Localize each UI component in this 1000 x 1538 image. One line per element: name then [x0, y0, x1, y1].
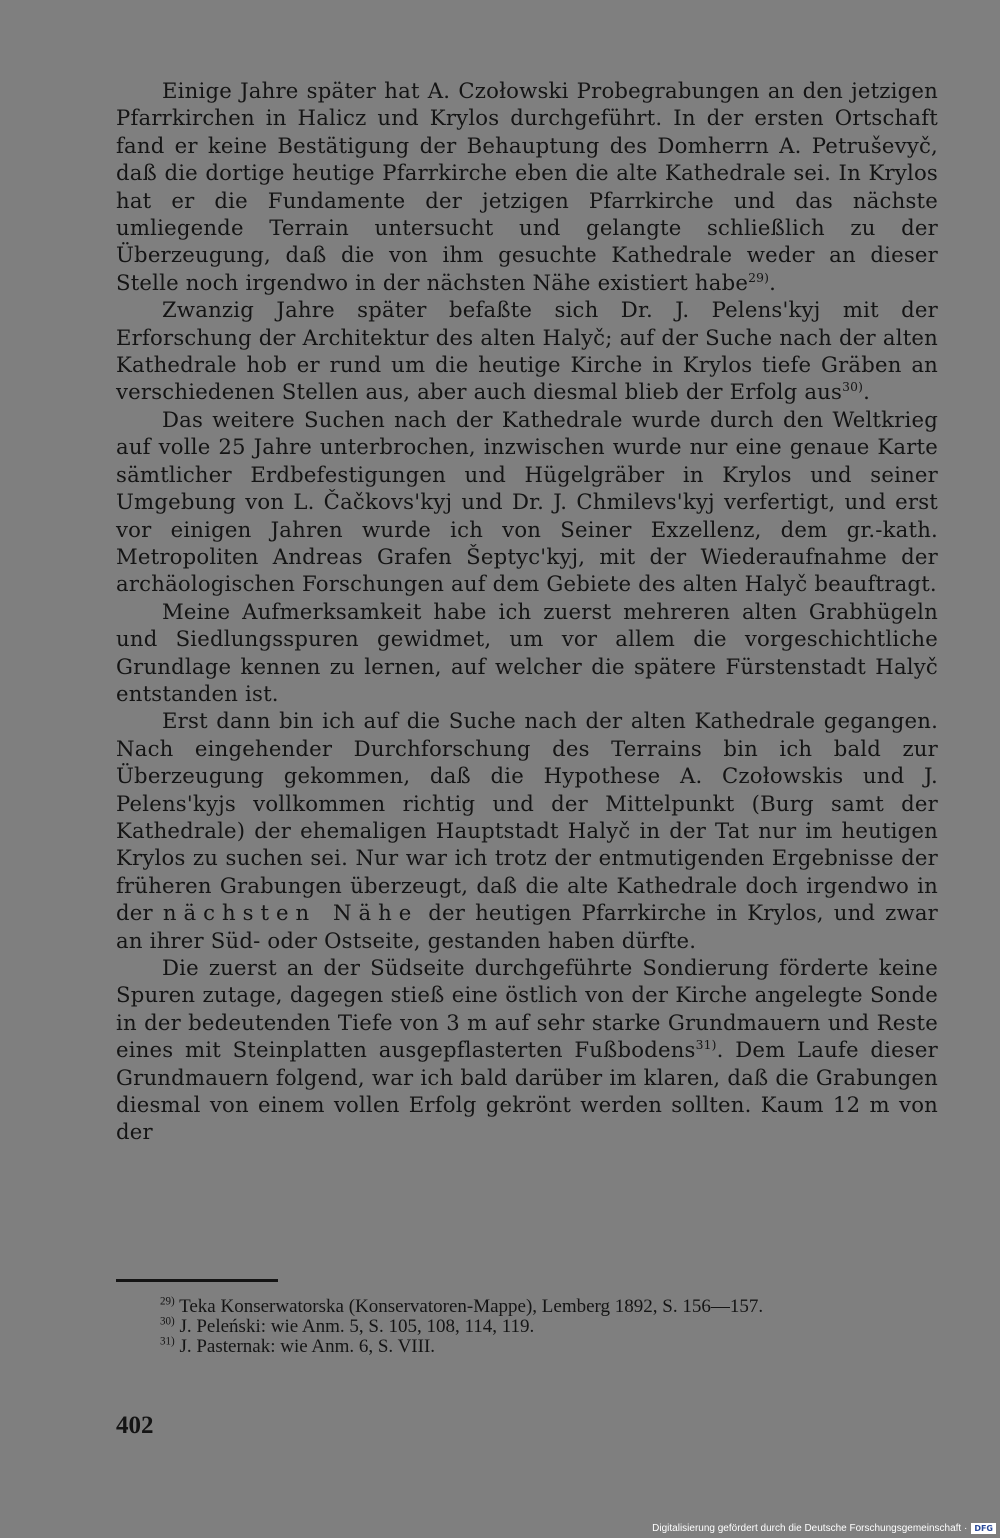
paragraph-end: . — [769, 269, 777, 295]
footnote-text: J. Pasternak: wie Anm. 6, S. VIII. — [174, 1336, 436, 1357]
footnote-reference[interactable]: 30) — [842, 380, 864, 395]
paragraph-text: Das weitere Suchen nach der Kathedrale wurde durch den Weltkrieg auf volle 25 Jahre unterbrochen, inzwischen wurde nur eine genaue Karte sämtlicher Erdbefestigungen und Hügelgräber in Krylos und seiner Umgebung von L. Čačkovs'kyj und Dr. J. Chmilevs'kyj verfertigt, und erst vor einigen Jahren wurde ich von Seiner Exzellenz, dem gr.-kath. Metropoliten Andreas Grafen Šeptyc'kyj, mit der Wiederaufnahme der archäologischen Forschungen auf dem Gebiete des alten Halyč beauftragt. — [116, 406, 938, 597]
footnote-separator — [116, 1279, 278, 1282]
digitization-credit — [652, 1523, 996, 1534]
paragraph-3 — [116, 406, 938, 598]
paragraph-text: Die zuerst an der Südseite durchgeführte Sondierung förderte keine Spuren zutage, dagegen stieß eine östlich von der Kirche angelegte Sonde in der bedeutenden Tiefe von 3 m auf sehr starke Grundmauern und Reste eines mit Steinplatten ausgepflasterten Fußbodens — [116, 955, 938, 1063]
paragraph-4 — [116, 598, 938, 708]
paragraph-end: . — [863, 379, 871, 405]
footnote-mark: 29) — [160, 1295, 175, 1308]
footnotes — [116, 1297, 938, 1357]
footnote-30 — [116, 1317, 938, 1337]
footnote-31 — [116, 1337, 938, 1357]
paragraph-text: Meine Aufmerksamkeit habe ich zuerst mehreren alten Grabhügeln und Siedlungsspuren gewidmet, um vor allem die vorgeschichtliche Grundlage kennen zu lernen, auf welcher die spätere Fürstenstadt Halyč entstanden ist. — [116, 598, 938, 706]
paragraph-2 — [116, 296, 938, 406]
footnote-reference[interactable]: 31) — [695, 1038, 717, 1053]
paragraph-6 — [116, 954, 938, 1146]
footnote-29 — [116, 1297, 938, 1317]
footnote-text: Teka Konserwatorska (Konservatoren-Mappe), Lemberg 1892, S. 156—157. — [174, 1296, 764, 1317]
paragraph-1 — [116, 77, 938, 296]
main-text — [116, 77, 938, 1146]
footnote-text: J. Peleński: wie Anm. 5, S. 105, 108, 114, 119. — [174, 1316, 535, 1337]
paragraph-text: Einige Jahre später hat A. Czołowski Probegrabungen an den jetzigen Pfarrkirchen in Halicz und Krylos durchgeführt. In der ersten Ortschaft fand er keine Bestätigung der Behauptung des Domherrn A. Petruševyč, daß die dortige heutige Pfarrkirche eben die alte Kathedrale sei. In Krylos hat er die Fundamente der jetzigen Pfarrkirche und das nächste umliegende Terrain untersucht und gelangte schließlich zu der Überzeugung, daß die von ihm gesuchte Kathedrale weder an dieser Stelle noch irgendwo in der nächsten Nähe existiert habe — [116, 78, 938, 295]
paragraph-text: Erst dann bin ich auf die Suche nach der alten Kathedrale gegangen. Nach eingehender Durchforschung des Terrains bin ich bald zur Überzeugung gekommen, daß die Hypothese A. Czołowskis und J. Pelens'kyjs vollkommen richtig und der Mittelpunkt (Burg samt der Kathedrale) der ehemaligen Hauptstadt Halyč in der Tat nur im heutigen Krylos zu suchen sei. Nur war ich trotz der entmutigenden Ergebnisse der früheren Grabungen überzeugt, daß die alte Kathedrale doch irgendwo in der — [116, 708, 938, 926]
page-number: 402 — [116, 1412, 154, 1439]
credit-text: Digitalisierung gefördert durch die Deutsche Forschungsgemeinschaft · — [652, 1523, 968, 1534]
paragraph-text: . Dem Laufe dieser Grundmauern folgend, war ich bald darüber im klaren, daß die Grabungen diesmal von einem vollen Erfolg gekrönt werden sollten. Kaum 12 m von der — [116, 1037, 938, 1145]
paragraph-5 — [116, 707, 938, 954]
paragraph-text: der heutigen Pfarrkirche in Krylos, und zwar an ihrer Süd- oder Ostseite, gestanden haben dürfte. — [116, 900, 939, 953]
footnote-mark: 30) — [160, 1315, 175, 1328]
spaced-emphasis: nächsten Nähe — [162, 900, 419, 926]
paragraph-text: Zwanzig Jahre später befaßte sich Dr. J. Pelens'kyj mit der Erforschung der Architektur des alten Halyč; auf der Suche nach der alten Kathedrale hob er rund um die heutige Kirche in Krylos tiefe Gräben an verschiedenen Stellen aus, aber auch diesmal blieb der Erfolg aus — [116, 297, 938, 405]
footnote-mark: 31) — [160, 1335, 175, 1348]
dfg-logo-icon[interactable]: DFG — [971, 1523, 996, 1534]
footnote-reference[interactable]: 29) — [748, 270, 770, 285]
